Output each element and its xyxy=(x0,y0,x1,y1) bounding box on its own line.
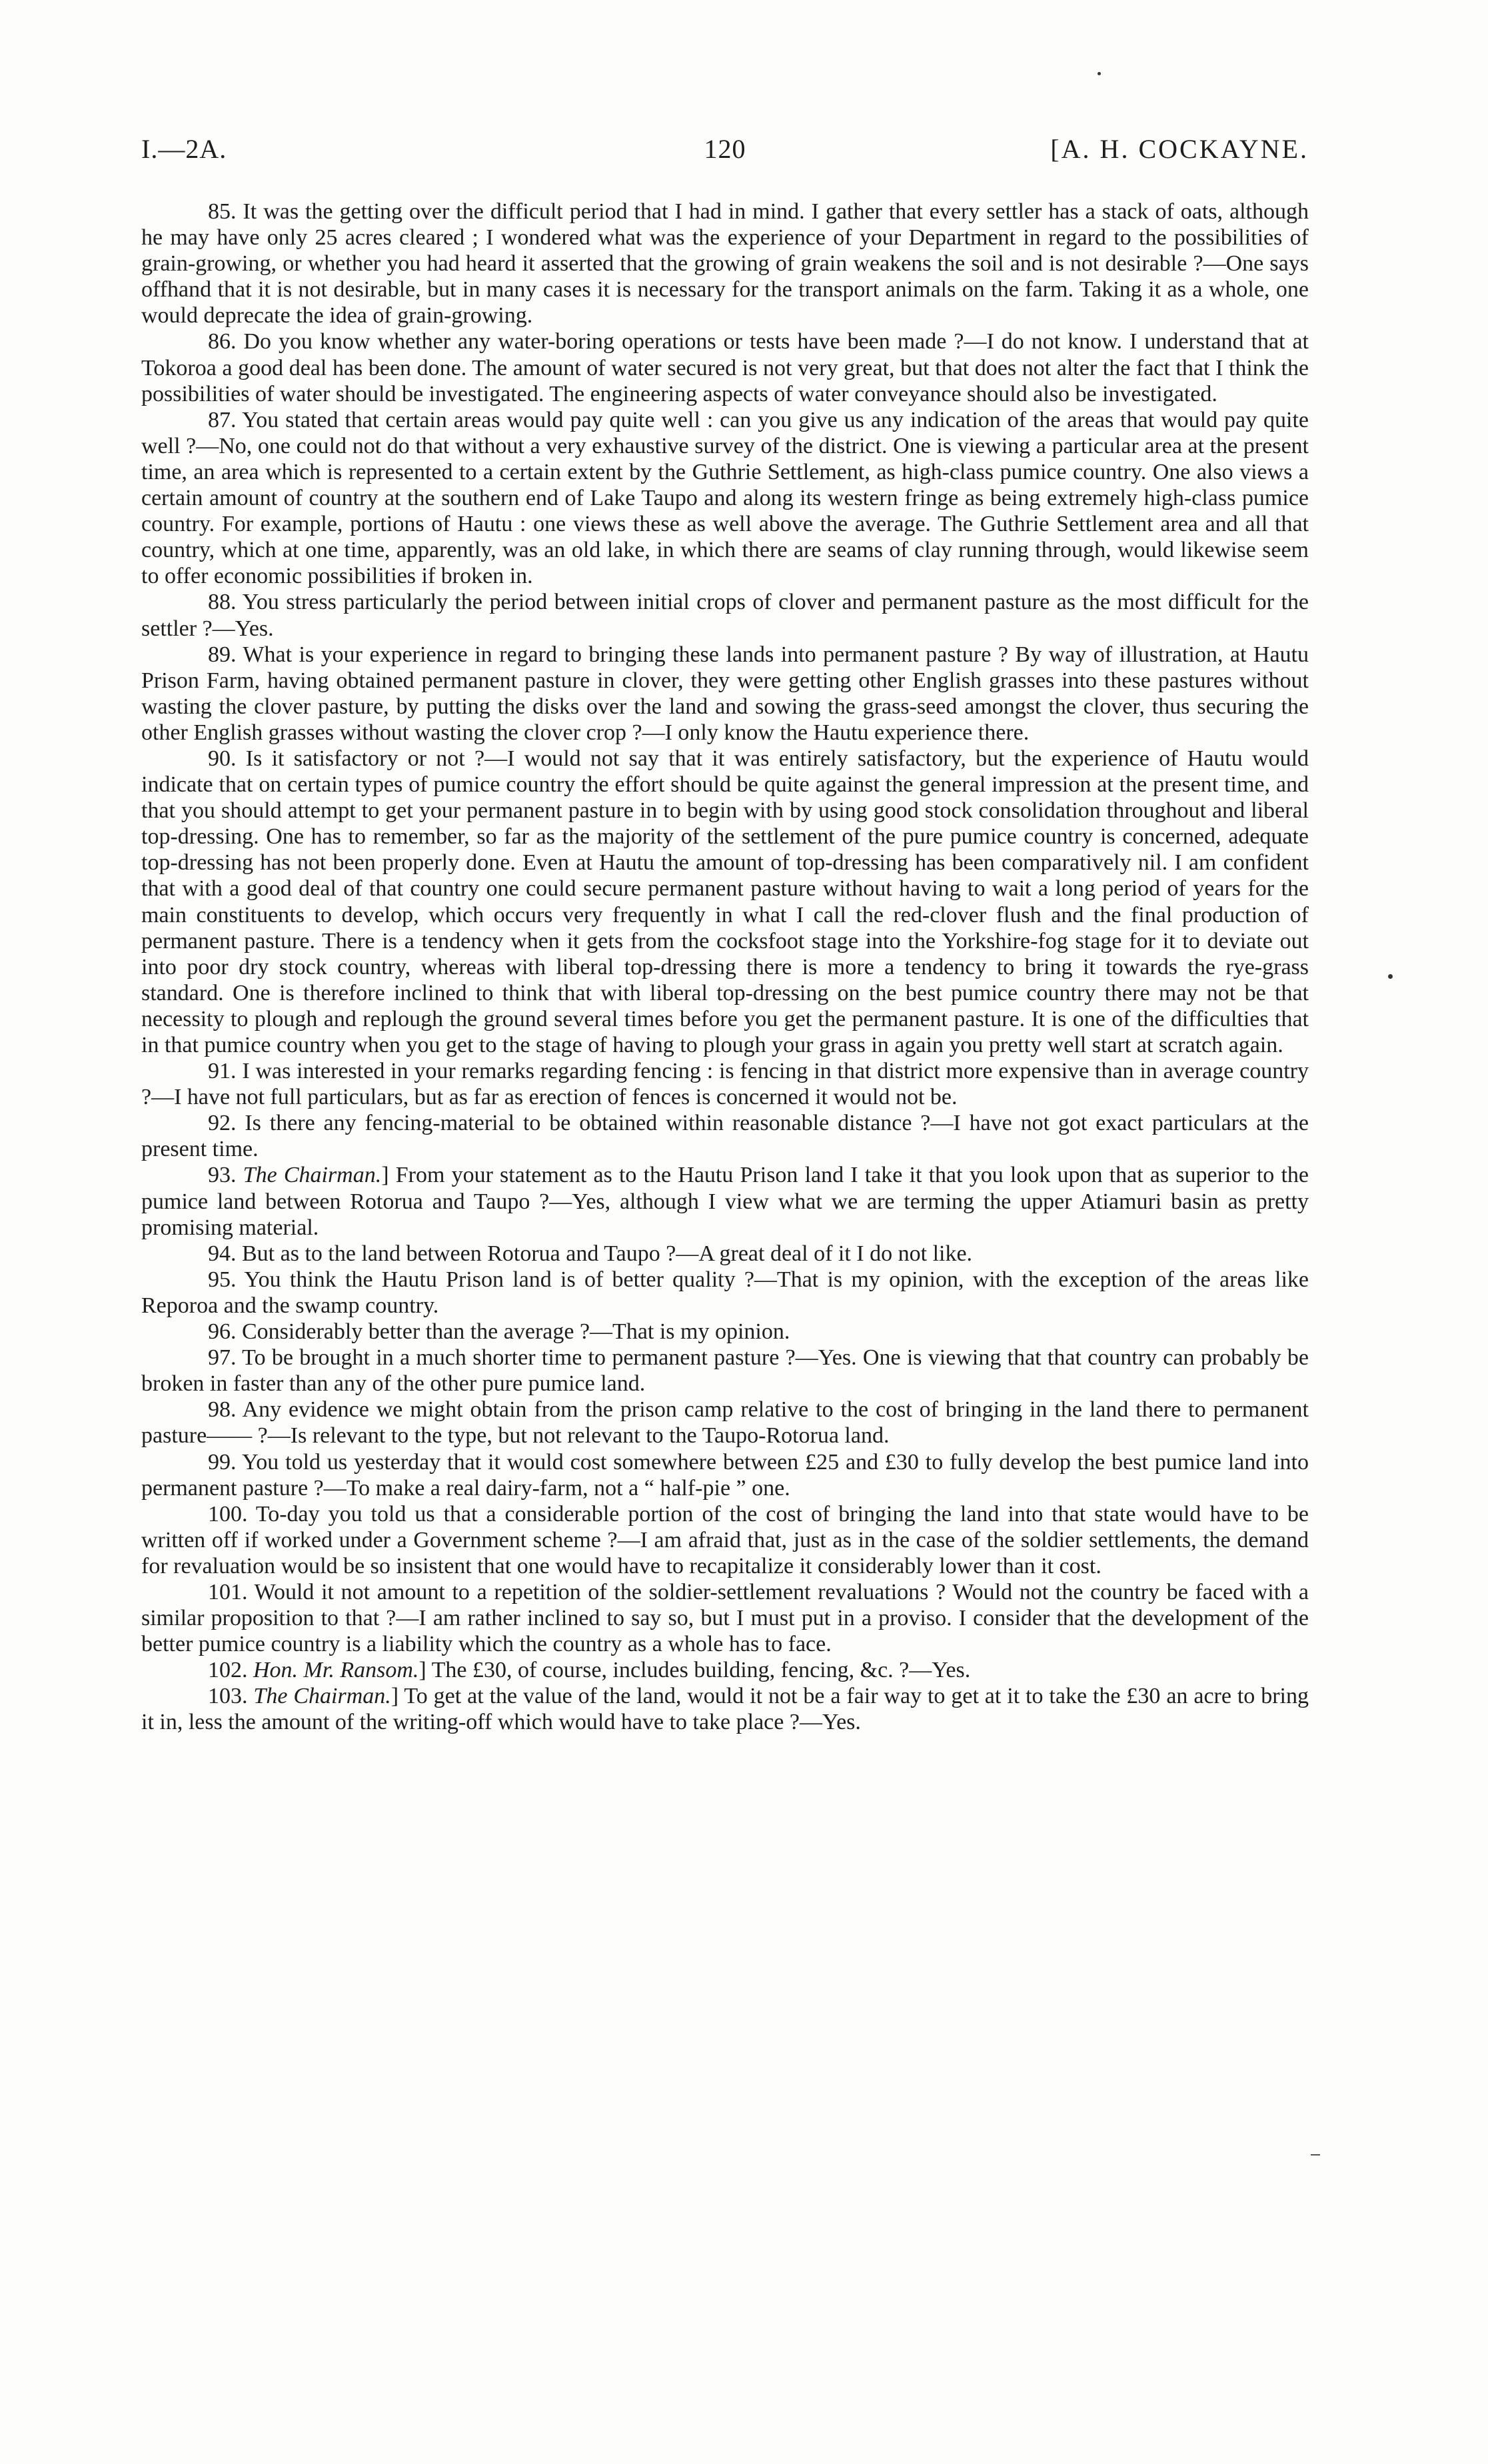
paragraph-text: 96. Considerably better than the average ?—That is my opinion. xyxy=(208,1319,790,1345)
paragraph-text: 101. Would it not amount to a repetition of the soldier-settlement revaluations ? Would not the country be faced with a similar proposition to that ?—I am rather inclined to say so, but I must put in a proviso. I consider that the development of the better pumice country is a liability which the country as a whole has to face. xyxy=(141,1579,1309,1657)
paragraph-text: 98. Any evidence we might obtain from the prison camp relative to the cost of bringing in the land there to permanent pasture—— ?—Is relevant to the type, but not relevant to the Taupo-Rotorua land. xyxy=(141,1397,1309,1449)
paragraph-text: 89. What is your experience in regard to bringing these lands into permanent pasture ? By way of illustration, at Hautu Prison Farm, having obtained permanent pasture in clover, they were getting other English grasses into these pastures without wasting the clover pasture, by putting the disks over the land and sowing the grass-seed amongst the clover, thus securing the other English grasses without wasting the clover crop ?—I only know the Hautu experience there. xyxy=(141,642,1309,745)
scan-speck xyxy=(1098,72,1101,75)
paragraph-text: 90. Is it satisfactory or not ?—I would not say that it was entirely satisfactory, but the experience of Hautu would indicate that on certain types of pumice country the effort should be quite against the general impression at the present time, and that you should attempt to get your permanent pasture in to begin with by using good stock consolidation throughout and liberal top-dressing. One has to remember, so far as the majority of the settlement of the pure pumice country is concerned, adequate top-dressing has not been properly done. Even at Hautu the amount of top-dressing has been comparatively nil. I am confident that with a good deal of that country one could secure permanent pasture without having to wait a long period of years for the main constituents to develop, which occurs very frequently in what I call the red-clover flush and the final production of permanent pasture. There is a tendency when it gets from the cocksfoot stage into the Yorkshire-fog stage for it to deviate out into poor dry stock country, whereas with liberal top-dressing there is more a tendency to bring it towards the rye-grass standard. One is therefore inclined to think that with liberal top-dressing on the best pumice country there may not be that necessity to plough and replough the ground several times before you get the permanent pasture. It is one of the difficulties that in that pumice country when you get to the stage of having to plough your grass in again you pretty well start at scratch again. xyxy=(141,746,1309,1057)
question-answer-paragraph xyxy=(141,1579,1309,1657)
question-answer-paragraph xyxy=(141,1397,1309,1449)
question-answer-paragraph xyxy=(141,746,1309,1058)
question-answer-paragraph xyxy=(141,1345,1309,1397)
paragraph-text: 87. You stated that certain areas would pay quite well : can you give us any indication of the areas that would pay quite well ?—No, one could not do that without a very exhaustive survey of the district. One is viewing a particular area at the present time, an area which is represented to a certain extent by the Guthrie Settlement, as high-class pumice country. One also views a certain amount of country at the southern end of Lake Taupo and along its western fringe as being extremely high-class pumice country. For example, portions of Hautu : one views these as well above the average. The Guthrie Settlement area and all that country, which at one time, apparently, was an old lake, in which there are seams of clay running through, would likewise seem to offer economic possibilities if broken in. xyxy=(141,407,1309,589)
question-answer-paragraph xyxy=(141,589,1309,641)
paragraph-text: 85. It was the getting over the difficult period that I had in mind. I gather that every settler has a stack of oats, although he may have only 25 acres cleared ; I wondered what was the experience of your Department in regard to the possibilities of grain-growing, or whether you had heard it asserted that the growing of grain weakens the soil and is not desirable ?—One says offhand that it is not desirable, but in many cases it is necessary for the transport animals on the farm. Taking it as a whole, one would deprecate the idea of grain-growing. xyxy=(141,199,1309,328)
speaker-name: Hon. Mr. Ransom. xyxy=(253,1658,419,1683)
paragraph-text: 94. But as to the land between Rotorua and Taupo ?—A great deal of it I do not like. xyxy=(208,1241,973,1266)
question-answer-paragraph xyxy=(141,1683,1309,1735)
paragraph-text: 97. To be brought in a much shorter time to permanent pasture ?—Yes. One is viewing that that country can probably be broken in faster than any of the other pure pumice land. xyxy=(141,1345,1309,1397)
paragraph-text: 86. Do you know whether any water-boring operations or tests have been made ?—I do not know. I understand that at Tokoroa a good deal has been done. The amount of water secured is not very great, but that does not alter the fact that I think the possibilities of water should be investigated. The engineering aspects of water conveyance should also be investigated. xyxy=(141,329,1309,406)
page-number: 120 xyxy=(704,134,746,164)
paper-reference: I.—2A. xyxy=(141,134,227,164)
witness-name: [A. H. COCKAYNE. xyxy=(1050,134,1309,164)
question-answer-paragraph xyxy=(141,1449,1309,1501)
paragraph-text: ] From your statement as to the Hautu Prison land I take it that you look upon that as superior to the pumice land between Rotorua and Taupo ?—Yes, although I view what we are terming the upper Atiamuri basin as pretty promising material. xyxy=(141,1163,1309,1240)
speaker-name: The Chairman. xyxy=(253,1684,391,1709)
question-answer-paragraph xyxy=(141,1267,1309,1319)
speaker-name: The Chairman. xyxy=(243,1163,382,1188)
question-answer-paragraph xyxy=(141,407,1309,590)
question-answer-paragraph xyxy=(141,642,1309,746)
question-answer-paragraph xyxy=(141,328,1309,406)
question-answer-paragraph xyxy=(141,1501,1309,1579)
question-answer-paragraph xyxy=(141,1110,1309,1162)
scan-speck xyxy=(1311,2154,1320,2156)
question-answer-paragraph xyxy=(141,1657,1309,1683)
paragraph-text: 99. You told us yesterday that it would cost somewhere between £25 and £30 to fully develop the best pumice land into permanent pasture ?—To make a real dairy-farm, not a “ half-pie ” one. xyxy=(141,1449,1309,1501)
question-answer-paragraph xyxy=(141,1241,1309,1267)
paragraph-text: 100. To-day you told us that a considerable portion of the cost of bringing the land into that state would have to be written off if worked under a Government scheme ?—I am afraid that, just as in the case of the soldier settlements, the demand for revaluation would be so insistent that one would have to recapitalize it considerably lower than it cost. xyxy=(141,1501,1309,1578)
paragraph-text: ] To get at the value of the land, would it not be a fair way to get at it to take the £30 an acre to bring it in, less the amount of the writing-off which would have to take place ?—Yes. xyxy=(141,1684,1309,1735)
question-number: 103. xyxy=(208,1684,254,1709)
paragraph-text: 88. You stress particularly the period between initial crops of clover and permanent pasture as the most difficult for the settler ?—Yes. xyxy=(141,590,1309,641)
question-answer-paragraph xyxy=(141,1162,1309,1240)
question-answer-paragraph xyxy=(141,1058,1309,1110)
paragraph-text: 92. Is there any fencing-material to be obtained within reasonable distance ?—I have not got exact particulars at the present time. xyxy=(141,1111,1309,1162)
paragraph-text: 95. You think the Hautu Prison land is of better quality ?—That is my opinion, with the exception of the areas like Reporoa and the swamp country. xyxy=(141,1267,1309,1318)
scan-speck xyxy=(1388,974,1393,979)
question-number: 93. xyxy=(208,1163,243,1188)
question-number: 102. xyxy=(208,1658,253,1683)
question-answer-paragraph xyxy=(141,199,1309,328)
evidence-text xyxy=(141,199,1309,1736)
paragraph-text: 91. I was interested in your remarks regarding fencing : is fencing in that district more expensive than in average country ?—I have not full particulars, but as far as erection of fences is concerned it would not be. xyxy=(141,1059,1309,1110)
question-answer-paragraph xyxy=(141,1319,1309,1345)
page-header xyxy=(141,133,1309,173)
paragraph-text: ] The £30, of course, includes building, fencing, &c. ?—Yes. xyxy=(418,1658,971,1683)
